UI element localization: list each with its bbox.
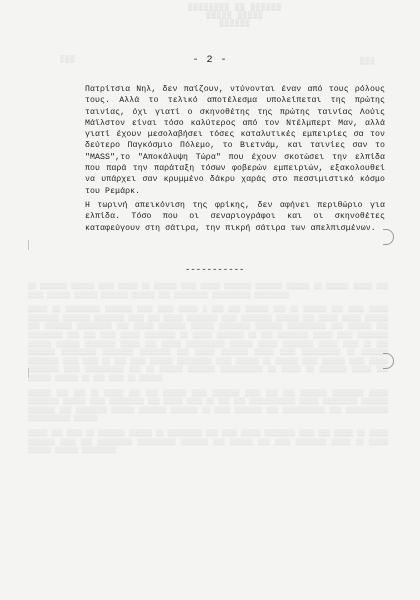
punch-hole-mark bbox=[383, 353, 394, 369]
margin-mark bbox=[28, 368, 35, 378]
bleed-through-mark: ▒▒▒ bbox=[360, 58, 376, 66]
bleed-through-text: ▒▒ ▒▒▒▒▒▒▒ ▒▒▒▒▒▒ ▒▒▒▒ ▒▒▒▒▒ ▒▒ ▒▒▒▒▒▒ ▒▒▒▒ ▒▒▒▒▒ ▒▒▒▒▒▒▒ ▒▒▒▒▒▒▒ ▒▒▒▒▒▒ ▒▒ ▒▒▒▒▒▒ ▒▒▒▒▒ ▒▒▒ ▒▒▒▒ ▒▒▒▒▒▒ ▒▒▒▒▒▒ ▒▒▒▒▒▒▒ ▒▒▒▒▒▒ ▒▒▒ ▒▒▒▒▒▒▒▒▒ ▒▒▒▒▒▒▒▒▒▒ ▒▒▒▒▒▒▒▒▒ ▒▒▒▒▒ ▒▒ ▒▒▒▒▒▒▒▒▒ ▒▒▒▒▒▒▒ ▒▒▒▒ ▒▒▒▒ ▒▒▒▒▒ ▒ ▒▒▒ ▒▒▒ ▒▒▒▒▒▒ ▒▒▒ ▒▒ ▒▒▒▒▒▒ ▒▒▒ ▒▒▒▒ ▒▒▒▒▒ ▒▒▒▒▒▒▒▒ ▒▒▒▒▒▒▒ ▒▒▒▒▒▒▒▒ ▒▒▒▒ ▒▒▒ ▒▒▒▒▒ ▒▒▒▒▒▒▒▒ ▒▒▒▒ ▒▒▒▒▒▒▒▒ ▒▒▒▒▒▒ ▒▒▒ ▒▒▒▒▒ ▒▒▒▒▒ ▒▒▒▒▒▒ ▒▒▒ ▒▒▒▒▒▒▒ ▒▒▒▒▒▒▒▒▒ ▒▒▒ ▒▒▒▒▒ ▒▒▒▒▒▒▒ ▒▒▒▒▒▒ ▒▒▒▒▒▒▒▒ ▒▒▒▒▒▒▒ ▒▒▒▒▒▒▒▒▒▒ ▒▒▒ ▒▒▒▒▒▒ ▒▒▒ ▒▒▒▒▒▒▒▒▒ ▒▒▒ ▒▒▒ ▒▒▒▒ ▒▒▒▒▒ ▒▒▒▒▒▒▒▒ ▒▒ ▒▒▒▒▒ ▒▒▒▒▒▒▒ ▒▒ ▒▒▒ ▒▒▒▒▒▒▒▒ ▒▒▒▒▒ ▒▒▒▒ ▒▒▒▒▒▒▒▒ ▒▒▒▒▒▒ ▒▒▒▒▒▒ ▒▒▒▒▒▒▒▒ ▒▒▒▒▒ ▒▒▒ ▒▒▒▒▒ ▒▒▒▒▒▒▒▒▒▒ ▒▒▒▒▒▒ ▒▒▒▒▒ ▒▒▒▒▒▒▒▒ ▒▒▒▒▒ ▒▒▒▒ ▒▒ ▒▒▒ ▒▒▒▒▒▒▒ ▒▒▒▒▒▒▒▒▒ ▒▒▒▒▒▒▒▒ ▒▒▒▒▒▒▒▒ ▒▒▒ ▒▒▒▒▒ ▒▒▒▒▒▒▒ ▒▒▒▒▒ ▒▒▒▒ ▒▒▒▒▒▒▒▒▒▒ ▒▒ ▒▒▒▒▒▒▒ ▒▒▒▒▒▒▒▒ ▒▒▒▒ ▒▒▒▒ ▒▒ ▒▒▒ ▒▒▒▒ ▒▒▒▒▒▒ ▒▒▒▒▒▒▒▒▒ ▒▒▒▒ ▒▒▒▒▒▒ ▒▒ ▒▒▒▒▒▒ ▒▒▒▒ ▒▒▒▒▒▒ ▒▒▒▒ ▒▒▒▒▒ ▒▒▒▒▒▒▒▒ ▒▒▒▒ ▒▒▒▒▒▒▒▒▒▒ ▒▒▒ ▒▒ ▒▒▒▒▒▒ ▒▒▒▒▒▒▒ ▒▒▒▒▒▒▒▒▒▒▒ ▒▒ ▒▒▒▒▒ ▒▒ ▒▒▒▒▒▒▒ ▒▒▒▒▒ ▒▒▒ ▒▒▒▒▒▒ ▒▒▒▒▒▒ ▒▒ ▒▒▒ ▒▒▒▒ ▒▒ ▒▒▒▒▒▒ ▒▒▒▒▒▒ ▒▒▒ ▒▒▒ ▒▒ ▒▒▒▒▒ ▒▒▒ ▒▒▒ ▒▒▒▒▒▒ ▒▒▒▒ ▒▒▒▒▒▒▒ ▒▒▒▒ ▒▒▒ ▒▒▒ ▒▒▒▒▒▒▒ ▒▒▒▒▒▒▒▒ ▒▒▒▒▒ ▒▒▒▒▒▒▒▒ ▒▒▒▒▒▒ ▒▒▒▒ ▒▒▒▒▒▒▒▒▒ ▒▒▒ ▒▒▒▒▒ ▒▒▒▒ ▒▒ ▒▒▒ ▒▒▒ ▒▒▒▒▒▒▒▒▒▒▒▒ ▒▒▒▒▒ ▒▒▒▒▒▒▒▒▒ ▒▒▒▒▒▒▒ ▒▒▒▒▒▒▒ ▒▒▒ ▒▒▒▒▒▒▒▒ ▒▒▒▒▒▒ ▒▒▒▒▒▒▒ ▒▒▒▒▒▒▒ ▒▒ ▒▒▒▒ ▒▒▒▒▒▒▒ ▒▒▒ ▒▒▒▒▒▒▒▒▒▒▒ ▒▒▒ ▒▒▒▒▒▒▒▒▒▒▒ ▒▒▒▒▒▒▒▒▒▒▒ ▒▒▒▒▒▒ ▒▒▒▒▒ ▒▒▒ ▒▒▒▒ ▒▒ ▒▒▒▒▒▒▒ ▒▒▒▒▒▒ ▒▒ ▒▒▒▒▒▒▒▒▒ ▒▒▒ ▒▒▒▒ ▒▒▒▒▒ ▒▒▒▒▒▒▒▒ ▒▒▒▒ ▒▒▒ ▒▒▒▒▒ ▒▒ ▒▒▒▒▒ ▒▒▒▒▒▒▒ ▒▒▒▒ ▒▒▒ ▒▒▒▒▒▒▒▒▒ ▒▒▒▒▒▒▒▒▒▒ ▒▒▒▒▒▒▒ ▒▒▒ ▒▒▒▒▒▒ ▒▒▒ ▒▒▒▒ ▒▒▒▒▒▒▒▒ ▒▒▒▒▒ ▒▒ ▒▒▒▒▒ ▒▒▒▒▒▒ ▒▒▒▒▒▒ ▒▒▒▒▒▒▒▒▒ bbox=[28, 283, 388, 455]
paragraph: Η τωρινή απεικόνιση της φρίκης, δεν αφήνει περιθώριο για ελπίδα. Τόσο που οι σεναριογράφοι και οι σκηνοθέτες καταφεύγουν στη σάτιρα, την πικρή σάτιρα των απελπισμένων. bbox=[85, 200, 385, 233]
page-number: - 2 - bbox=[192, 55, 228, 66]
paragraph: Πατρίτσια Νηλ, δεν παίζουν, ντύνονται έναν από τους ρόλους τους. Αλλά το τελικό αποτέλεσμα υπολείπεται της πρώτης ταινίας, όχι γιατί ο σκηνοθέτης της πρώτης ταινίας Λούις Μάϊλστον είναι τόσο καλύτερος από τον Ντέλμπερτ Μαν, αλλά γιατί έχουν μεσολαβήσει τόσες καταλυτικές εμπειρίες σα τον δεύτερο Παγκόσμιο Πόλεμο, το Βιετνάμ, και ταινίες σαν το "MASS",το "Αποκάλυψη Τώρα" που έχουν σκοτώσει την ελπίδα που παρά την παράταξη τόσων φοβερών εμπειριών, εξακολουθεί να υπάρχει σαν κρυμμένο δάκρυ χαράς στο πεσσιμιστικό κόσμο του Ρεμάρκ. bbox=[85, 85, 385, 196]
punch-hole-mark bbox=[383, 229, 394, 245]
section-separator: ----------- bbox=[185, 265, 245, 275]
bleed-through-header: ▒▒▒▒▒▒▒▒ ▒▒ ▒▒▒▒▒▒ ▒▒▒▒▒ ▒▒▒▒▒ ▒▒▒▒▒▒ bbox=[188, 4, 282, 28]
bleed-through-mark: ▒▒▒ bbox=[60, 56, 76, 64]
margin-mark bbox=[28, 240, 35, 250]
body-text bbox=[85, 84, 385, 234]
